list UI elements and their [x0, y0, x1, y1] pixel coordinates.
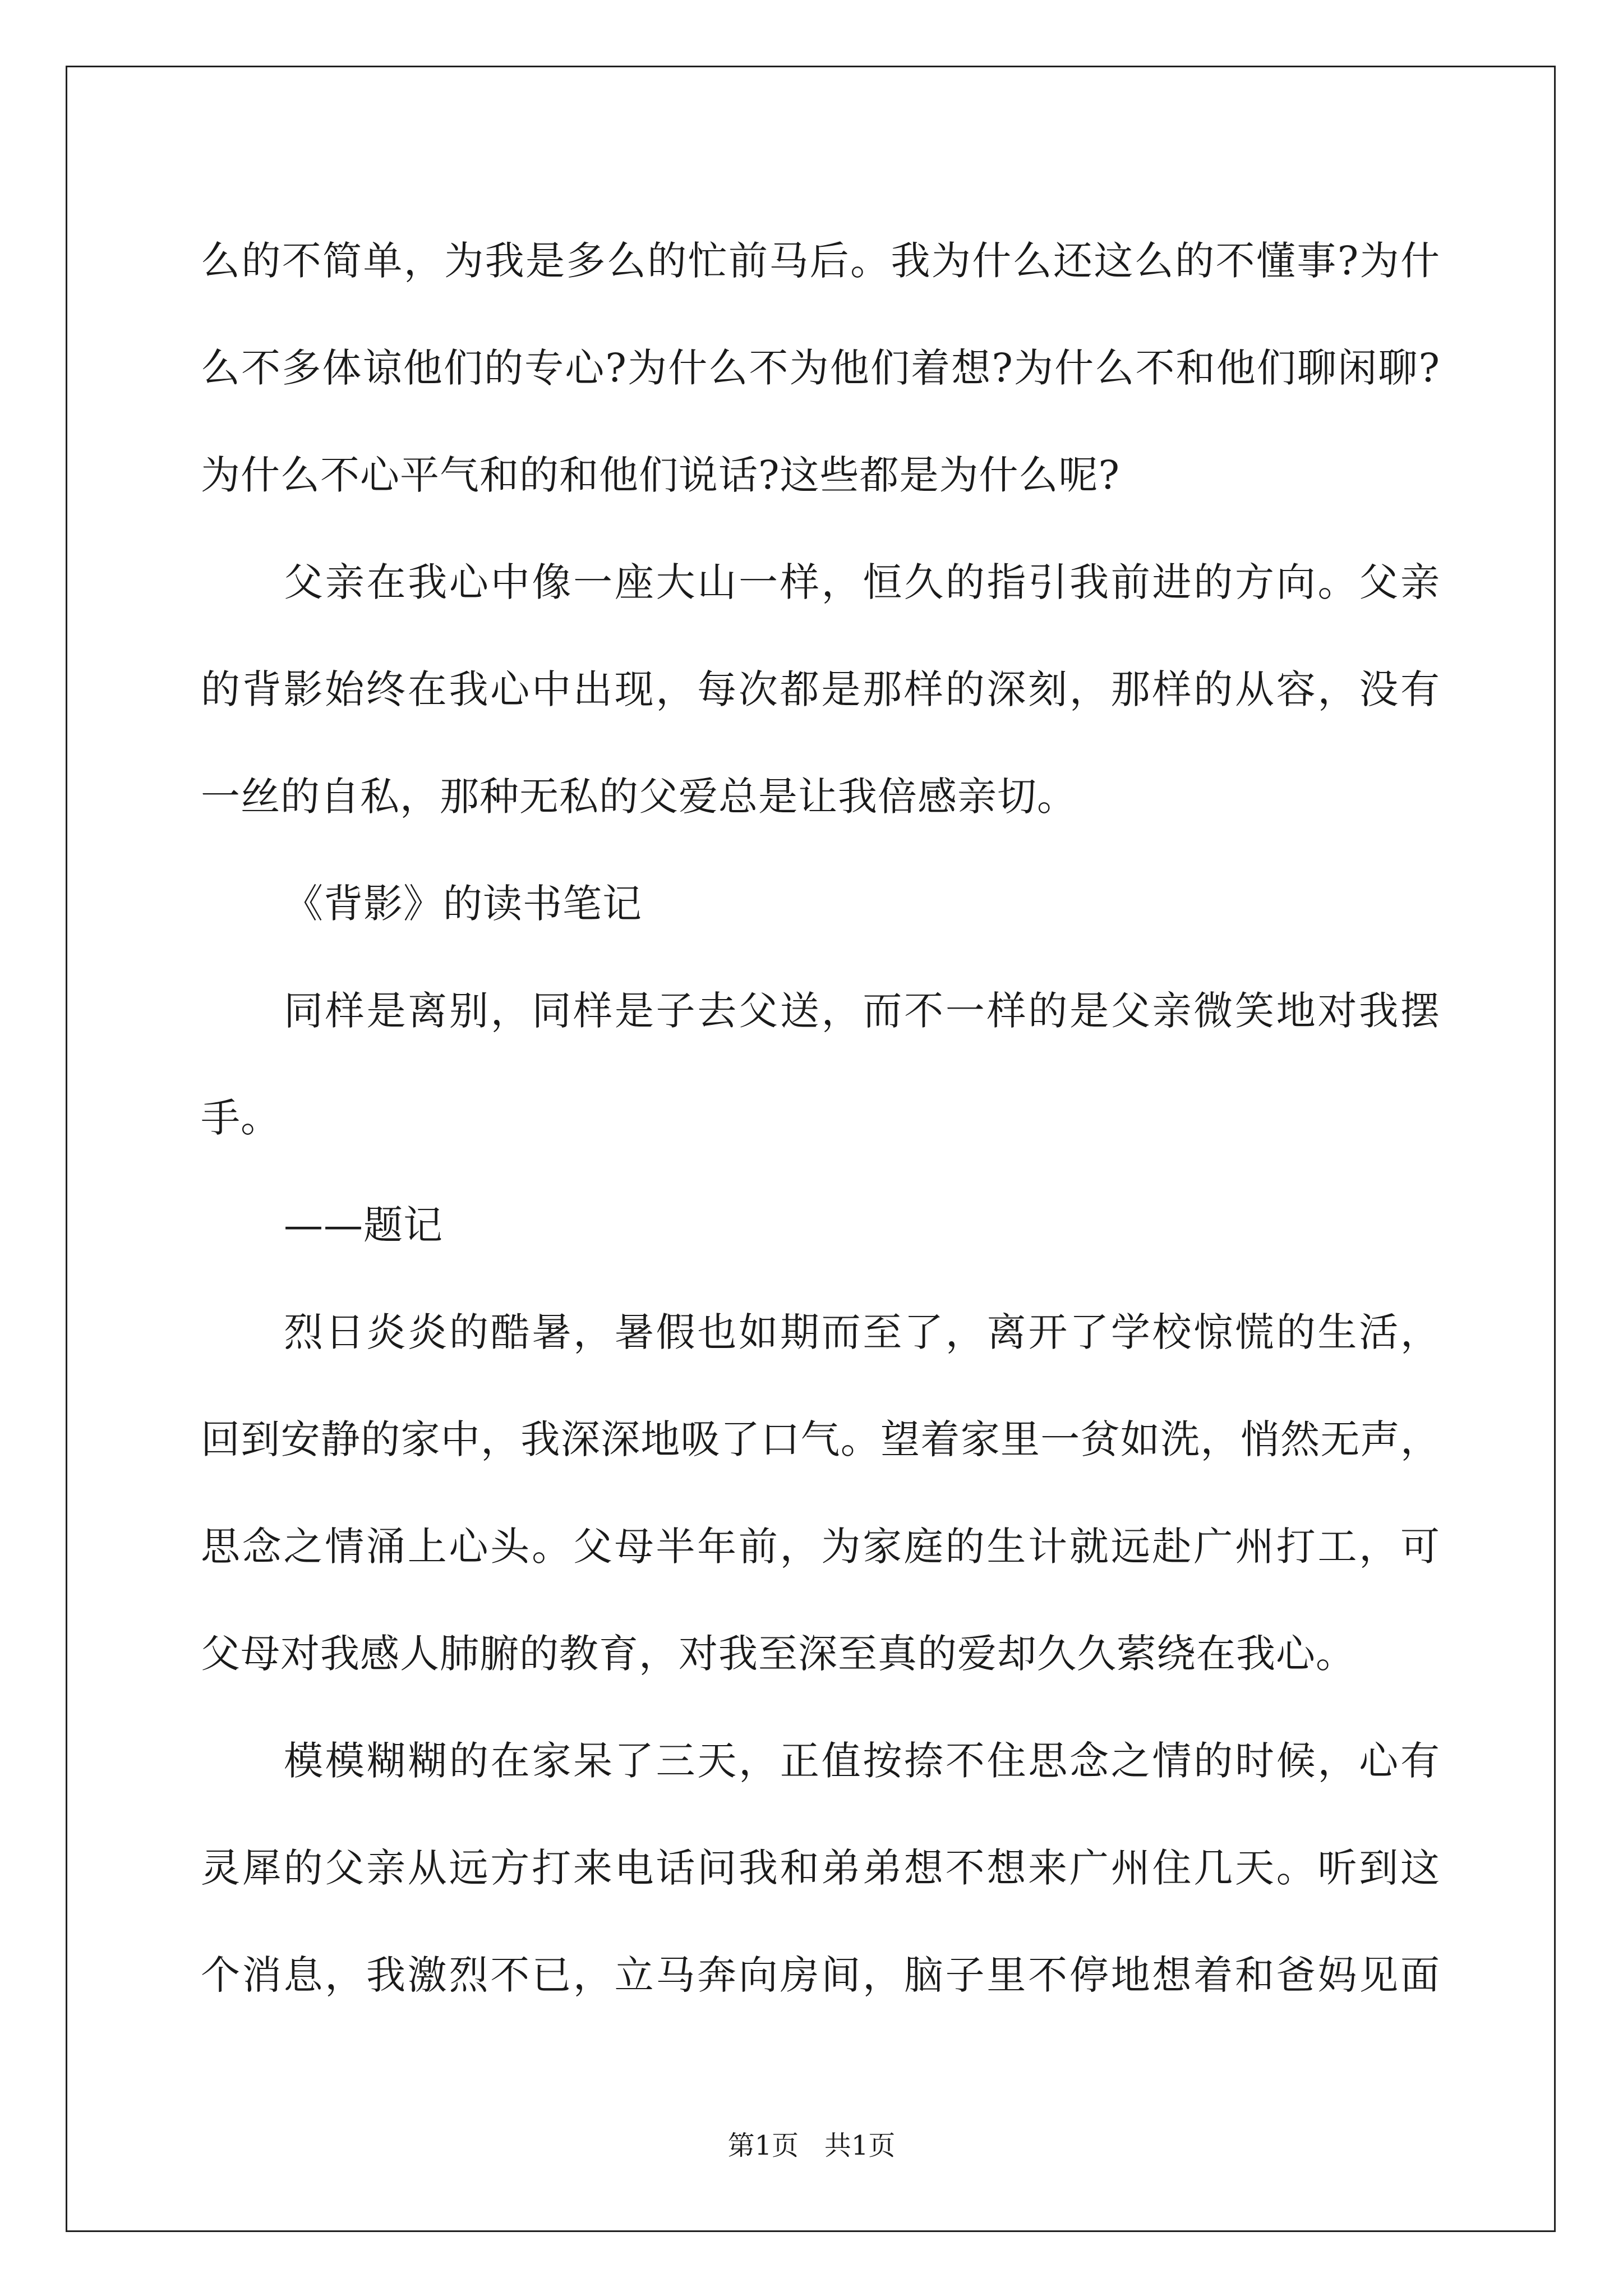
text-line: 的背影始终在我心中出现，每次都是那样的深刻，那样的从容，没有 — [201, 666, 1440, 712]
text-line: 个消息，我激烈不已，立马奔向房间，脑子里不停地想着和爸妈见面 — [201, 1952, 1440, 1998]
text-line: 烈日炎炎的酷暑，暑假也如期而至了，离开了学校惊慌的生活， — [284, 1309, 1440, 1355]
text-line: 父亲在我心中像一座大山一样，恒久的指引我前进的方向。父亲 — [284, 559, 1440, 605]
text-line: 灵犀的父亲从远方打来电话问我和弟弟想不想来广州住几天。听到这 — [201, 1845, 1440, 1891]
text-line: 父母对我感人肺腑的教育，对我至深至真的爱却久久萦绕在我心。 — [201, 1631, 1355, 1677]
page-number: 第1页 — [727, 2130, 799, 2161]
text-line: 同样是离别，同样是子去父送，而不一样的是父亲微笑地对我摆 — [284, 988, 1440, 1034]
text-line: 为什么不心平气和的和他们说话?这些都是为什么呢? — [201, 452, 1121, 498]
text-line: 思念之情涌上心头。父母半年前，为家庭的生计就远赴广州打工，可 — [201, 1524, 1440, 1570]
text-line: 么的不简单，为我是多么的忙前马后。我为什么还这么的不懂事?为什 — [201, 238, 1440, 284]
text-line: 模模糊糊的在家呆了三天，正值按捺不住思念之情的时候，心有 — [284, 1738, 1440, 1784]
section-heading: 《背影》的读书笔记 — [284, 881, 642, 927]
page-total: 共1页 — [824, 2130, 896, 2161]
text-line: 一丝的自私，那种无私的父爱总是让我倍感亲切。 — [201, 774, 1077, 820]
epigraph-attribution: ——题记 — [284, 1202, 443, 1248]
text-line: 回到安静的家中，我深深地吸了口气。望着家里一贫如洗，悄然无声， — [201, 1416, 1440, 1462]
document-body — [201, 208, 1440, 2029]
text-line: 手。 — [201, 1095, 280, 1141]
page-footer — [0, 2129, 1623, 2162]
text-line: 么不多体谅他们的专心?为什么不为他们着想?为什么不和他们聊闲聊? — [201, 345, 1440, 391]
